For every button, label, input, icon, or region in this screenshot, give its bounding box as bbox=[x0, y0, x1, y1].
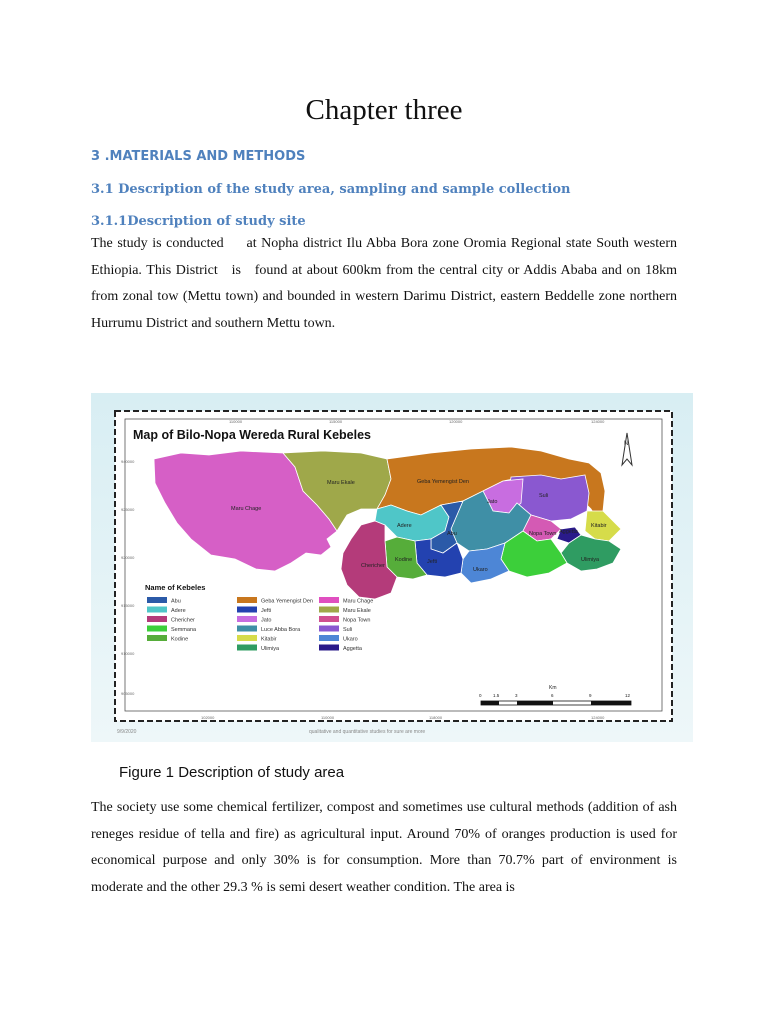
map-label: Adere bbox=[397, 523, 412, 529]
map-label: Jato bbox=[487, 499, 498, 505]
top-coord: 124000 bbox=[591, 419, 605, 424]
legend-label: Maru Chage bbox=[343, 598, 374, 605]
legend-label: Ulimiya bbox=[261, 646, 280, 652]
top-coord: 110000 bbox=[229, 419, 243, 424]
legend-label: Nopa Town bbox=[343, 617, 371, 624]
legend-title: Name of Kebeles bbox=[145, 583, 206, 592]
map-label: Ulimiya bbox=[581, 557, 600, 563]
legend-label: Jato bbox=[261, 617, 272, 624]
left-coord: 915000 bbox=[121, 603, 135, 608]
map-label: Suli bbox=[539, 493, 549, 499]
legend-swatch bbox=[237, 616, 257, 622]
map-label: Jefti bbox=[427, 559, 438, 565]
map-label: Abu bbox=[447, 531, 457, 537]
scale-unit: Km bbox=[549, 685, 557, 691]
legend-swatch bbox=[319, 616, 339, 622]
bottom-coord: 124000 bbox=[591, 715, 605, 720]
study-site-paragraph: The study is conducted at Nopha district Ilu Abba Bora zone Oromia Regional state South western Ethiopia. This District is found at about 600km from the central city or Addis Ababa and on 18km from zonal tow (Mettu town) and bounded in western Darimu District, eastern Beddelle zone northern Hurrumu District and southern Mettu town. bbox=[91, 236, 681, 331]
map-label: Chericher bbox=[361, 563, 385, 569]
legend-label: Jefti bbox=[261, 608, 272, 614]
left-coord: 920000 bbox=[121, 555, 135, 560]
legend-swatch bbox=[319, 635, 339, 641]
bottom-coord: 118000 bbox=[429, 715, 443, 720]
society-paragraph: The society use some chemical fertilizer, compost and sometimes use cultural methods (addition of ash reneges residue of tella and fire) as agricultural input. Around 70% of oranges production is used for economical purpose and only 30% is for consumption. More than 70.7% part of environment is moderate and the other 29.3 % is semi desert weather condition. The area is bbox=[91, 800, 677, 895]
legend-label: Kodine bbox=[171, 636, 189, 643]
subsection-heading: 3.1 Description of the study area, sampling and sample collection bbox=[91, 182, 571, 197]
scale-tick: 12 bbox=[625, 693, 631, 698]
legend-swatch bbox=[147, 616, 167, 622]
legend-label: Ukaro bbox=[343, 636, 358, 643]
study-area-map-figure bbox=[91, 393, 693, 742]
legend-swatch bbox=[147, 607, 167, 613]
map-label: Maru Chage bbox=[231, 506, 262, 512]
left-coord: 910000 bbox=[121, 651, 135, 656]
map-footer-date: 9/9/2020 bbox=[117, 729, 137, 735]
legend-label: Geba Yemengist Den bbox=[261, 598, 313, 605]
left-coord: 940000 bbox=[121, 459, 135, 464]
svg-text:N: N bbox=[624, 441, 629, 447]
scale-tick: 6 bbox=[551, 693, 554, 698]
scale-tick: 0 bbox=[479, 693, 482, 698]
legend-label: Adere bbox=[171, 608, 186, 614]
chapter-title: Chapter three bbox=[305, 94, 463, 126]
left-coord: 925000 bbox=[121, 507, 135, 512]
bottom-coord: 102000 bbox=[201, 715, 215, 720]
legend-label: Kitabir bbox=[261, 636, 277, 643]
legend-swatch bbox=[147, 626, 167, 632]
map-label: Ukaro bbox=[473, 567, 488, 573]
legend-swatch bbox=[237, 626, 257, 632]
legend-label: Aggetta bbox=[343, 646, 362, 652]
top-coord: 120000 bbox=[449, 419, 463, 424]
legend-swatch bbox=[319, 645, 339, 651]
legend-label: Abu bbox=[171, 598, 181, 605]
scale-tick: 9 bbox=[589, 693, 592, 698]
legend-label: Semmana bbox=[171, 627, 197, 633]
map-label: Geba Yemengist Den bbox=[417, 479, 469, 485]
legend-swatch bbox=[147, 597, 167, 603]
legend-swatch bbox=[319, 626, 339, 632]
left-coord: 905000 bbox=[121, 691, 135, 696]
map-title: Map of Bilo-Nopa Wereda Rural Kebeles bbox=[133, 428, 372, 442]
legend-swatch bbox=[319, 597, 339, 603]
map-label: Kitabir bbox=[591, 523, 607, 529]
legend-swatch bbox=[147, 635, 167, 641]
bottom-coord: 110000 bbox=[321, 715, 335, 720]
scale-tick: 1.5 bbox=[493, 693, 500, 698]
map-label: Aggetta bbox=[559, 529, 578, 535]
figure-caption: Figure 1 Description of study area bbox=[119, 764, 345, 781]
map-label: Kodine bbox=[395, 557, 413, 563]
legend-swatch bbox=[237, 597, 257, 603]
legend-swatch bbox=[237, 635, 257, 641]
subsubsection-heading: 3.1.1Description of study site bbox=[91, 214, 306, 229]
legend-swatch bbox=[319, 607, 339, 613]
legend-swatch bbox=[237, 645, 257, 651]
map-footer-note: qualitative and quantitative studies for sure are more bbox=[309, 729, 426, 735]
top-coord: 115000 bbox=[329, 419, 343, 424]
legend-swatch bbox=[237, 607, 257, 613]
legend-label: Chericher bbox=[171, 617, 195, 624]
legend-label: Maru Ekale bbox=[343, 608, 371, 614]
map-label: Nopa Town bbox=[529, 531, 557, 537]
legend-label: Luce Abba Bora bbox=[261, 627, 301, 633]
map-label: Maru Ekale bbox=[327, 480, 355, 486]
section-heading: 3 .MATERIALS AND METHODS bbox=[91, 149, 306, 164]
legend-label: Suli bbox=[343, 627, 353, 633]
scale-tick: 3 bbox=[515, 693, 518, 698]
